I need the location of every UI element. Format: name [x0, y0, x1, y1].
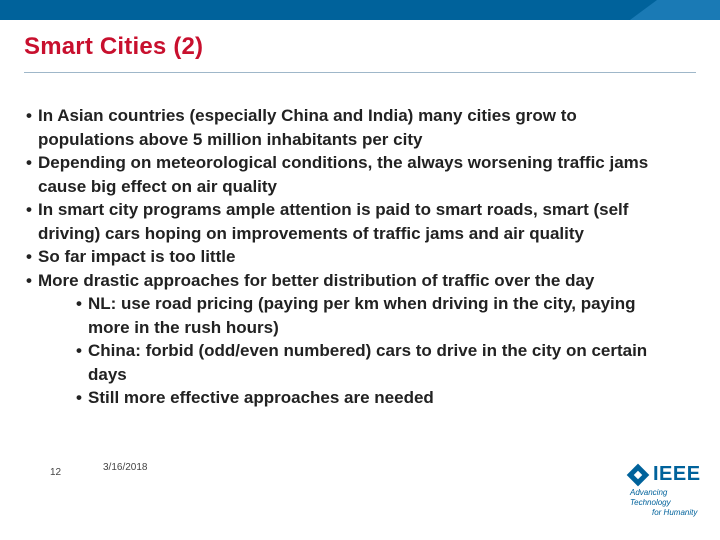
ieee-wordmark: IEEE — [653, 463, 701, 485]
sub-bullet-item: • NL: use road pricing (paying per km when driving in the city, paying more in the rush hours) — [74, 292, 674, 339]
ieee-logo — [628, 463, 710, 517]
sub-bullet-item: • Still more effective approaches are needed — [74, 386, 674, 410]
bullet-item: • Depending on meteorological conditions, the always worsening traffic jams cause big effect on air quality — [24, 151, 674, 198]
ieee-diamond-icon — [627, 463, 650, 486]
ieee-tagline — [630, 488, 710, 518]
ieee-tagline-line2: for Humanity — [652, 508, 698, 517]
page-number: 12 — [50, 467, 62, 478]
title-divider — [24, 72, 696, 73]
ieee-logo-row — [628, 463, 710, 486]
bullet-item: • In smart city programs ample attention is paid to smart roads, smart (self driving) cars hoping on improvements of traffic jams and air quality — [24, 198, 674, 245]
bullet-item: • So far impact is too little — [24, 245, 674, 269]
header-bar — [0, 0, 720, 20]
header-bar-accent — [630, 0, 720, 20]
bullet-item: • In Asian countries (especially China and India) many cities grow to populations above 5 million inhabitants per city — [24, 104, 674, 151]
ieee-tagline-line1: Advancing Technology — [630, 488, 671, 507]
bullet-item: • More drastic approaches for better distribution of traffic over the day — [24, 269, 674, 293]
slide-title: Smart Cities (2) — [24, 33, 204, 60]
sub-bullet-item: • China: forbid (odd/even numbered) cars to drive in the city on certain days — [74, 339, 674, 386]
footer-date: 3/16/2018 — [103, 462, 148, 473]
bullet-list — [24, 104, 674, 410]
